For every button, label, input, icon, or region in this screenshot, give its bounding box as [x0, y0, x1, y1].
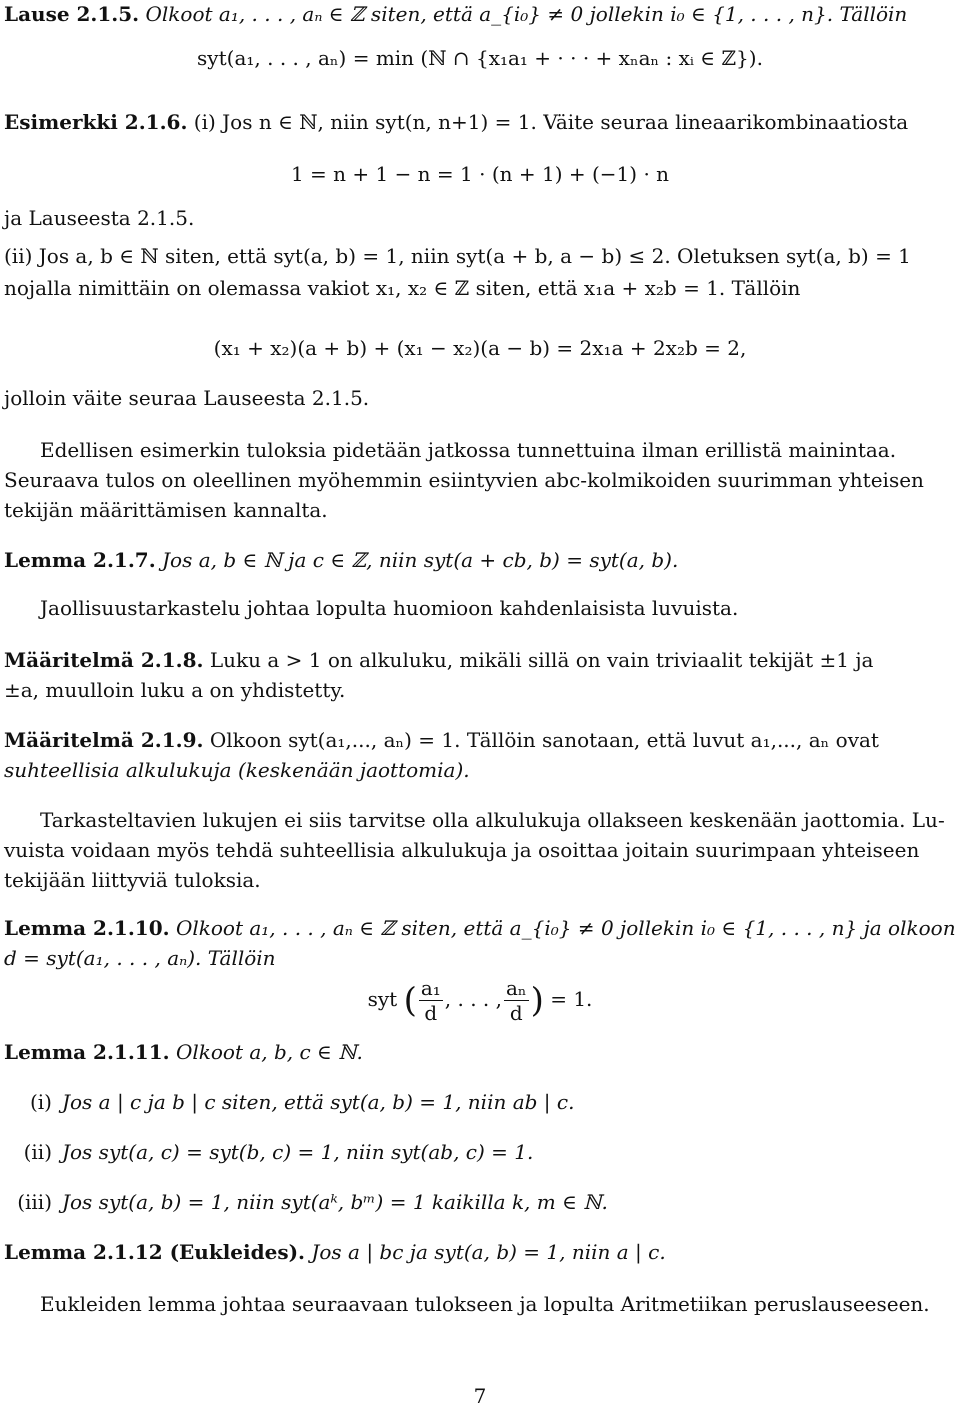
maaritelma-2-1-9 — [4, 726, 954, 754]
lause-text: Olkoot a₁, . . . , aₙ ∈ ℤ siten, että a_{i₀} ≠ 0 jollekin i₀ ∈ {1, . . . , n}. Tällöin — [145, 2, 908, 26]
maaritelma-2-1-9-line2: suhteellisia alkulukuja (keskenään jaottomia). — [4, 758, 470, 782]
lemma-2-1-10-line2: d = syt(a₁, . . . , aₙ). Tällöin — [4, 946, 276, 970]
para1-line1: Edellisen esimerkin tuloksia pidetään jatkossa tunnettuina ilman erillistä mainintaa. — [40, 438, 897, 462]
maaritelma-label: Määritelmä 2.1.9. — [4, 728, 204, 752]
fraction-denominator: d — [424, 1001, 438, 1025]
maaritelma-line1: Olkoon syt(a₁,..., aₙ) = 1. Tällöin sanotaan, että luvut a₁,..., aₙ ovat — [209, 728, 879, 752]
esimerkki-formula2: (x₁ + x₂)(a + b) + (x₁ − x₂)(a − b) = 2x₁a + 2x₂b = 2, — [213, 336, 747, 360]
esimerkki-formula1: 1 = n + 1 − n = 1 · (n + 1) + (−1) · n — [290, 162, 670, 186]
fraction-denominator: d — [509, 1001, 523, 1025]
para3-line1: Tarkasteltavien lukujen ei siis tarvitse olla alkulukuja ollakseen keskenään jaottomia. Lu- — [40, 808, 945, 832]
maaritelma-2-1-8-line2: ±a, muulloin luku a on yhdistetty. — [4, 678, 346, 702]
maaritelma-label: Määritelmä 2.1.8. — [4, 648, 204, 672]
lemma-2-1-10 — [4, 914, 954, 942]
esimerkki-line5: jolloin väite seuraa Lauseesta 2.1.5. — [4, 386, 370, 410]
maaritelma-line1: Luku a > 1 on alkuluku, mikäli sillä on vain triviaalit tekijät ±1 ja — [209, 648, 874, 672]
esimerkki-line1: (i) Jos n ∈ ℕ, niin syt(n, n+1) = 1. Väite seuraa lineaarikombinaatiosta — [193, 110, 909, 134]
para1-line3: tekijän määrittämisen kannalta. — [4, 498, 328, 522]
lemma-label: Lemma 2.1.12 (Eukleides). — [4, 1240, 306, 1264]
lemma-label: Lemma 2.1.10. — [4, 916, 170, 940]
lemma-line1: Olkoot a₁, . . . , aₙ ∈ ℤ siten, että a_{i₀} ≠ 0 jollekin i₀ ∈ {1, . . . , n} ja olkoon — [175, 916, 956, 940]
lause-formula: syt(a₁, . . . , aₙ) = min (ℕ ∩ {x₁a₁ + · · · + xₙaₙ : xᵢ ∈ ℤ}). — [197, 46, 763, 70]
para3-line3: tekijään liittyviä tuloksia. — [4, 868, 261, 892]
lemma-label: Lemma 2.1.11. — [4, 1040, 170, 1064]
lemma-text: Jos a | bc ja syt(a, b) = 1, niin a | c. — [311, 1240, 666, 1264]
formula-result: = 1. — [550, 987, 593, 1011]
lemma-2-1-12 — [4, 1238, 954, 1266]
formula-ellipsis: , . . . , — [444, 987, 502, 1011]
para4: Eukleiden lemma johtaa seuraavaan tulokseen ja lopulta Aritmetiikan peruslauseeseen. — [40, 1292, 930, 1316]
formula-syt: syt — [367, 987, 398, 1011]
para3-line2: vuista voidaan myös tehdä suhteellisia alkulukuja ja osoittaa joitain suurimpaan yhteiseen — [4, 838, 920, 862]
fraction-numerator: a₁ — [420, 976, 441, 1000]
lemma-2-1-11 — [4, 1038, 954, 1066]
esimerkki-line2: ja Lauseesta 2.1.5. — [4, 206, 195, 230]
fraction-a1-over-d — [419, 976, 443, 1025]
item-label: (ii) — [23, 1140, 52, 1164]
fraction-numerator: aₙ — [506, 976, 527, 1000]
lause-2-1-5 — [4, 0, 954, 28]
lemma-text: Jos a, b ∈ ℕ ja c ∈ ℤ, niin syt(a + cb, b) = syt(a, b). — [162, 548, 679, 572]
lemma-item-i — [4, 1088, 954, 1116]
lemma-item-iii — [4, 1188, 954, 1216]
lemma-item-ii — [4, 1138, 954, 1166]
para1-line2: Seuraava tulos on oleellinen myöhemmin esiintyvien abc-kolmikoiden suurimman yhteisen — [4, 468, 924, 492]
page-number: 7 — [473, 1384, 487, 1408]
item-label: (iii) — [17, 1190, 52, 1214]
para2: Jaollisuustarkastelu johtaa lopulta huomioon kahdenlaisista luvuista. — [40, 596, 739, 620]
lemma-text: Olkoot a, b, c ∈ ℕ. — [175, 1040, 363, 1064]
esimerkki-label: Esimerkki 2.1.6. — [4, 110, 188, 134]
fraction-an-over-d — [504, 976, 529, 1025]
item-text: Jos syt(a, b) = 1, niin syt(aᵏ, bᵐ) = 1 kaikilla k, m ∈ ℕ. — [62, 1190, 608, 1214]
lause-label: Lause 2.1.5. — [4, 2, 140, 26]
item-label: (i) — [29, 1090, 52, 1114]
item-text: Jos a | c ja b | c siten, että syt(a, b) = 1, niin ab | c. — [62, 1090, 575, 1114]
esimerkki-2-1-6 — [4, 108, 954, 136]
lemma-2-1-7 — [4, 546, 954, 574]
esimerkki-line4: nojalla nimittäin on olemassa vakiot x₁, x₂ ∈ ℤ siten, että x₁a + x₂b = 1. Tällöin — [4, 276, 801, 300]
esimerkki-line3: (ii) Jos a, b ∈ ℕ siten, että syt(a, b) = 1, niin syt(a + b, a − b) ≤ 2. Oletuksen syt(a, b) = 1 — [4, 244, 911, 268]
lemma-2-1-10-formula: syt ( $\frac{\text{a₁}}{d}$ , . . . , $\frac{\text{aₙ}}{d}$ ) = 1. — [367, 976, 593, 1025]
lemma-label: Lemma 2.1.7. — [4, 548, 156, 572]
item-text: Jos syt(a, c) = syt(b, c) = 1, niin syt(ab, c) = 1. — [62, 1140, 534, 1164]
maaritelma-2-1-8 — [4, 646, 954, 674]
